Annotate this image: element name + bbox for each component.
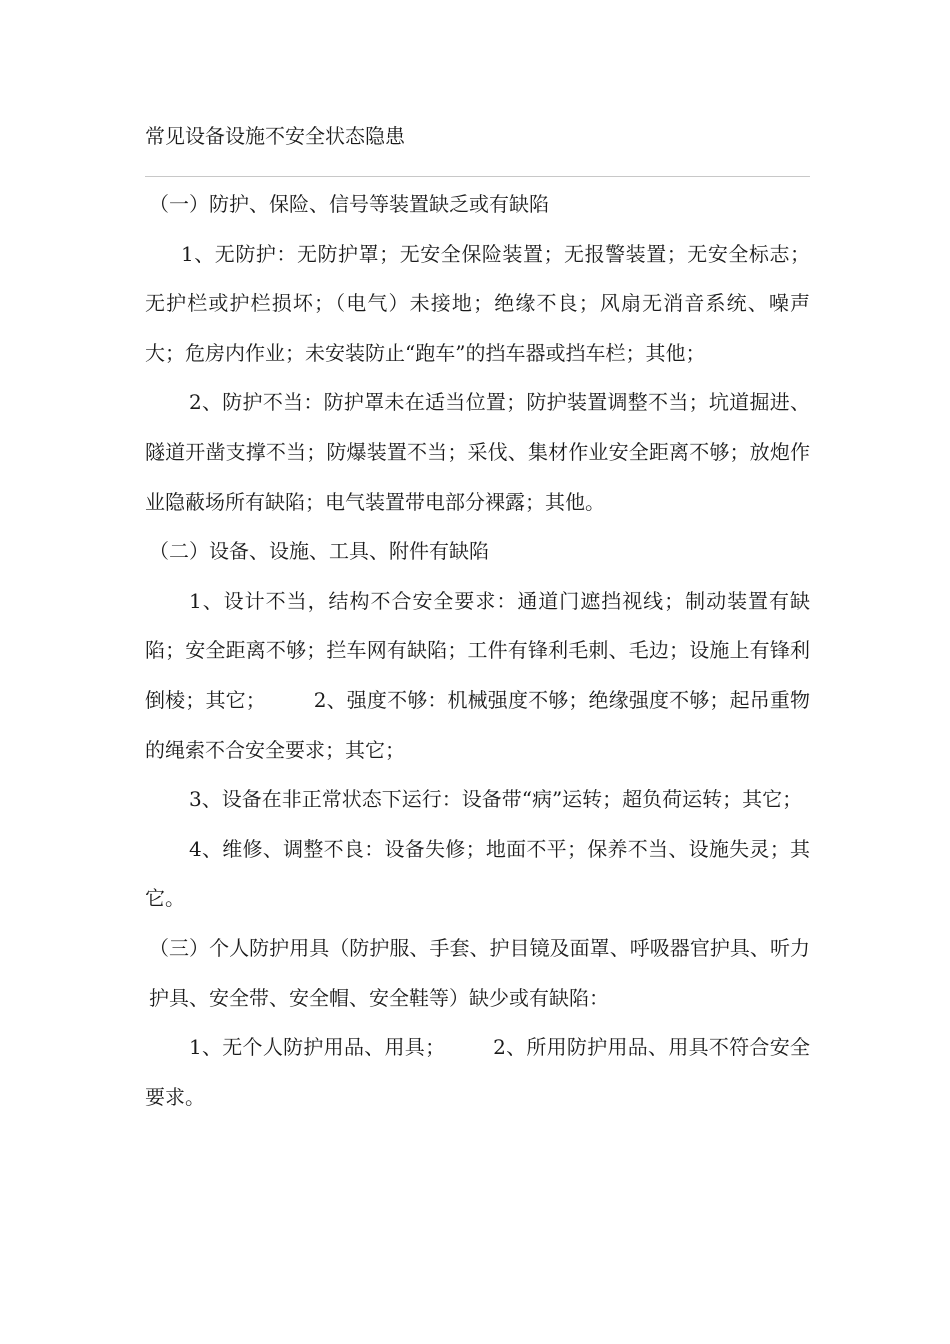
section-3-items — [145, 1023, 810, 1122]
section-2-item-1: 1、设计不当，结构不合安全要求：通道门遮挡视线；制动装置有缺陷；安全距离不够；拦车网有缺陷；工件有锋利毛刺、毛边；设施上有锋利倒棱；其它； — [145, 588, 810, 712]
section-3-item-2: 2、所用防护用品、用具不符合安全要求。 — [145, 1035, 810, 1109]
document-body — [145, 180, 810, 1122]
section-heading-1: （一）防护、保险、信号等装置缺乏或有缺陷 — [149, 192, 549, 216]
section-2-item-2: 2、强度不够：机械强度不够；绝缘强度不够；起吊重物的绳索不合安全要求；其它； — [145, 687, 811, 762]
section-3-item-1: 1、无个人防护用品、用具； — [189, 1035, 446, 1060]
section-2-item-1-and-2 — [145, 577, 810, 775]
section-heading-3: （三）个人防护用具（防护服、手套、护目镜及面罩、呼吸器官护具、听力护具、安全带、安全帽、安全鞋等）缺少或有缺陷： — [149, 935, 810, 1010]
section-2-item-4: 4、维修、调整不良：设备失修；地面不平；保养不当、设施失灵；其它。 — [145, 836, 810, 911]
section-2-item-3: 3、设备在非正常状态下运行：设备带“病”运转；超负荷运转；其它； — [189, 787, 803, 812]
document-title: 常见设备设施不安全状态隐患 — [145, 124, 405, 148]
section-1-item-1: 1、无防护：无防护罩；无安全保险装置；无报警装置；无安全标志；无护栏或护栏损坏；（电气）未接地；绝缘不良；风扇无消音系统、噪声大；危房内作业；未安装防止“跑车”的挡车器或挡车栏；其他； — [145, 241, 810, 365]
title-divider — [145, 176, 810, 177]
section-1-item-2: 2、防护不当：防护罩未在适当位置；防护装置调整不当；坑道掘进、隧道开凿支撑不当；防爆装置不当；采伐、集材作业安全距离不够；放炮作业隐蔽场所有缺陷；电气装置带电部分裸露；其他。 — [145, 390, 810, 514]
section-heading-2: （二）设备、设施、工具、附件有缺陷 — [149, 539, 489, 564]
